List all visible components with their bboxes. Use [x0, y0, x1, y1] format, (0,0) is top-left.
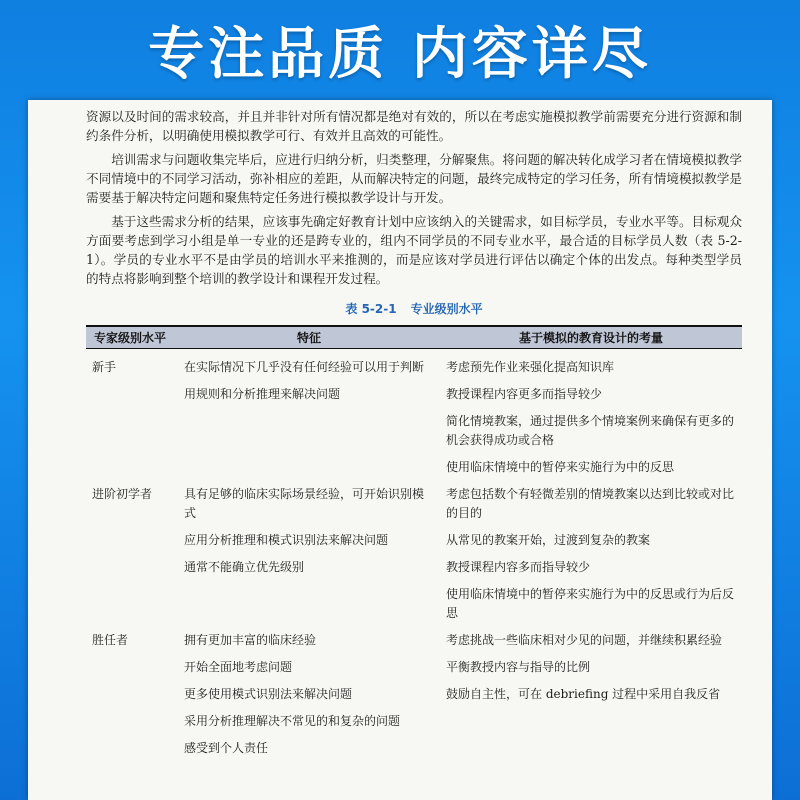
table-row — [86, 627, 742, 654]
table-cell — [440, 708, 742, 735]
table-row — [86, 454, 742, 481]
table-caption — [86, 300, 742, 317]
table-cell: 感受到个人责任 — [184, 741, 269, 755]
table-cell: 教授课程内容更多而指导较少 — [446, 387, 603, 401]
column-header: 基于模拟的教育设计的考量 — [440, 326, 742, 349]
table-cell: 考虑预先作业来强化提高知识库 — [446, 360, 615, 374]
table-cell — [86, 454, 178, 481]
table-cell — [86, 654, 178, 681]
promo-banner — [0, 0, 800, 100]
table-cell — [86, 527, 178, 554]
table-cell — [86, 408, 178, 454]
table-cell: 通常不能确立优先级别 — [184, 560, 305, 574]
table-row — [86, 349, 742, 382]
book-page — [28, 100, 772, 800]
table-cell: 在实际情况下几乎没有任何经验可以用于判断 — [184, 360, 425, 374]
table-cell: 进阶初学者 — [92, 487, 153, 501]
table-cell — [178, 454, 440, 481]
table-cell — [86, 708, 178, 735]
table-cell: 使用临床情境中的暂停来实施行为中的反思或行为后反思 — [446, 587, 735, 620]
table-cell: 平衡教授内容与指导的比例 — [446, 660, 591, 674]
table-row — [86, 381, 742, 408]
table-cell — [86, 735, 178, 762]
paragraph: 资源以及时间的需求较高，并且并非针对所有情况都是绝对有效的，所以在考虑实施模拟教学前需要充分进行资源和制约条件分析，以明确使用模拟教学可行、有效并且高效的可能性。 — [86, 109, 742, 143]
table-number: 表 5-2-1 — [345, 302, 397, 316]
table-row — [86, 408, 742, 454]
table-cell — [86, 681, 178, 708]
table-cell: 更多使用模式识别法来解决问题 — [184, 687, 353, 701]
column-header: 特征 — [178, 326, 440, 349]
table-cell — [178, 581, 440, 627]
expertise-table — [86, 325, 742, 762]
paragraph: 基于这些需求分析的结果，应该事先确定好教育计划中应该纳入的关键需求，如目标学员，专业水平等。目标观众方面要考虑到学习小组是单一专业的还是跨专业的，组内不同学员的不同专业水平，最合适的目标学员人数（表 5-2-1）。学员的专业水平不是由学员的培训水平来推测的，而是应该对学员进行评估以确定个体的出发点。每种类型学员的特点将影响到整个培训的教学设计和课程开发过程。 — [86, 214, 742, 286]
table-cell: 新手 — [92, 360, 117, 374]
table-cell: 使用临床情境中的暂停来实施行为中的反思 — [446, 460, 675, 474]
table-row — [86, 527, 742, 554]
banner-title: 专注品质 内容详尽 — [148, 22, 652, 87]
table-row — [86, 735, 742, 762]
table-cell — [440, 735, 742, 762]
table-cell: 胜任者 — [92, 633, 129, 647]
table-row — [86, 654, 742, 681]
table-title: 专业级别水平 — [410, 302, 483, 316]
table-cell: 应用分析推理和模式识别法来解决问题 — [184, 533, 389, 547]
table-cell: 具有足够的临床实际场景经验，可开始识别模式 — [184, 487, 425, 520]
table-cell — [178, 408, 440, 454]
table-cell: 鼓励自主性，可在 debriefing 过程中采用自我反省 — [446, 687, 721, 701]
table-cell: 考虑挑战一些临床相对少见的问题，并继续积累经验 — [446, 633, 723, 647]
table-cell: 用规则和分析推理来解决问题 — [184, 387, 341, 401]
table-cell — [86, 581, 178, 627]
table-cell: 采用分析推理解决不常见的和复杂的问题 — [184, 714, 401, 728]
table-cell: 拥有更加丰富的临床经验 — [184, 633, 317, 647]
table-cell: 简化情境教案，通过提供多个情境案例来确保有更多的机会获得成功或合格 — [446, 414, 735, 447]
table-row — [86, 681, 742, 708]
table-cell: 从常见的教案开始，过渡到复杂的教案 — [446, 533, 651, 547]
table-cell — [86, 554, 178, 581]
table-row — [86, 581, 742, 627]
table-header-row — [86, 326, 742, 349]
table-cell: 开始全面地考虑问题 — [184, 660, 293, 674]
column-header: 专家级别水平 — [86, 326, 178, 349]
table-row — [86, 708, 742, 735]
table-row — [86, 554, 742, 581]
paragraph: 培训需求与问题收集完毕后，应进行归纳分析，归类整理，分解聚焦。将问题的解决转化成学习者在情境模拟教学不同情境中的不同学习活动，弥补相应的差距，从而解决特定的问题，最终完成特定的学习任务，所有情境模拟教学是需要基于解决特定问题和聚焦特定任务进行模拟教学设计与开发。 — [86, 152, 742, 205]
table-row — [86, 481, 742, 527]
table-cell — [86, 381, 178, 408]
table-cell: 考虑包括数个有轻微差别的情境教案以达到比较或对比的目的 — [446, 487, 735, 520]
table-cell: 教授课程内容多而指导较少 — [446, 560, 591, 574]
page-content — [86, 100, 742, 762]
